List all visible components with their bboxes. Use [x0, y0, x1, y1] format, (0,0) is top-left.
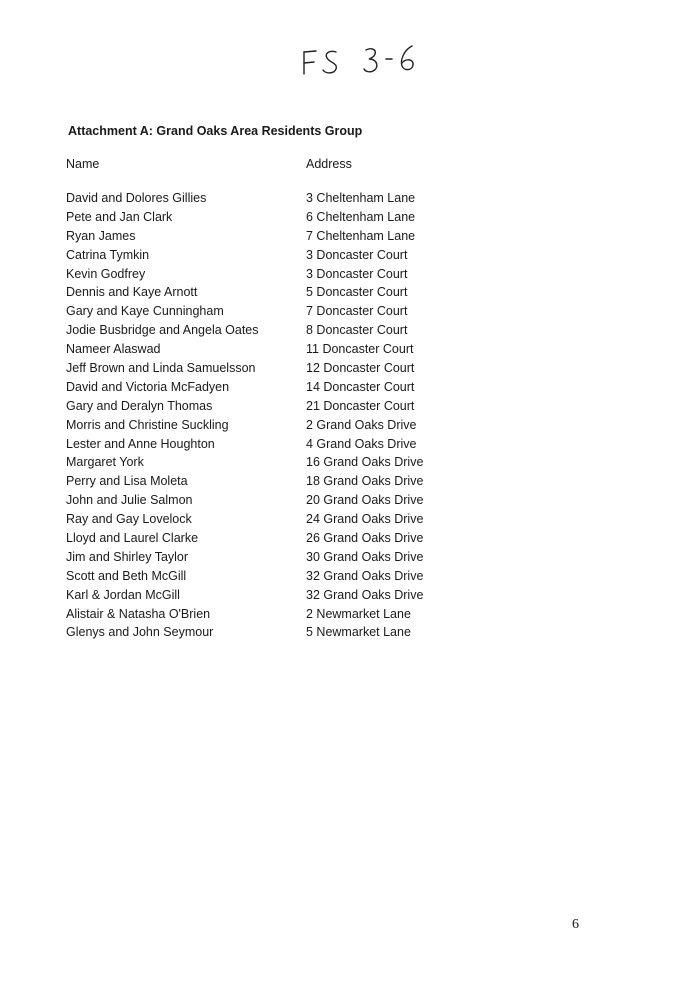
- resident-row: [66, 227, 486, 246]
- name-column-header: Name: [66, 157, 100, 171]
- resident-name: Jim and Shirley Taylor: [66, 549, 189, 564]
- resident-name: Gary and Kaye Cunningham: [66, 304, 224, 319]
- resident-row: [66, 605, 486, 624]
- resident-row: [66, 510, 486, 529]
- resident-name: Lester and Anne Houghton: [66, 436, 215, 451]
- resident-name: Pete and Jan Clark: [66, 209, 173, 224]
- resident-name: Alistair & Natasha O'Brien: [66, 606, 211, 621]
- handwritten-fs-3-6-mark: [296, 38, 426, 82]
- resident-name: Scott and Beth McGill: [66, 568, 187, 583]
- resident-address: 2 Newmarket Lane: [306, 606, 411, 621]
- resident-name: Kevin Godfrey: [66, 266, 146, 281]
- resident-row: [66, 189, 486, 208]
- resident-name: Catrina Tymkin: [66, 247, 150, 262]
- resident-row: [66, 472, 486, 491]
- resident-address: 6 Cheltenham Lane: [306, 209, 416, 224]
- resident-address: 4 Grand Oaks Drive: [306, 436, 417, 451]
- resident-row: [66, 302, 486, 321]
- resident-name: Margaret York: [66, 455, 144, 470]
- resident-address: 12 Doncaster Court: [306, 361, 415, 376]
- resident-address: 5 Doncaster Court: [306, 285, 408, 300]
- document-title: Attachment A: Grand Oaks Area Residents Group: [68, 124, 363, 138]
- resident-address: 7 Doncaster Court: [306, 304, 408, 319]
- resident-name: John and Julie Salmon: [66, 493, 193, 508]
- resident-name: Gary and Deralyn Thomas: [66, 398, 213, 413]
- resident-name: Jeff Brown and Linda Samuelsson: [66, 361, 256, 376]
- resident-name: Karl & Jordan McGill: [66, 587, 180, 602]
- resident-row: [66, 623, 486, 642]
- residents-list: [66, 189, 486, 642]
- resident-row: [66, 246, 486, 265]
- resident-row: [66, 435, 486, 454]
- page-number: 6: [572, 917, 579, 932]
- resident-address: 3 Cheltenham Lane: [306, 191, 416, 205]
- resident-name: David and Victoria McFadyen: [66, 379, 230, 394]
- resident-address: 26 Grand Oaks Drive: [306, 531, 424, 546]
- resident-row: [66, 491, 486, 510]
- resident-address: 20 Grand Oaks Drive: [306, 493, 424, 508]
- resident-address: 5 Newmarket Lane: [306, 625, 411, 640]
- resident-address: 8 Doncaster Court: [306, 323, 408, 338]
- resident-row: [66, 567, 486, 586]
- resident-address: 30 Grand Oaks Drive: [306, 549, 424, 564]
- resident-row: [66, 378, 486, 397]
- resident-row: [66, 340, 486, 359]
- resident-row: [66, 283, 486, 302]
- resident-row: [66, 265, 486, 284]
- resident-name: Perry and Lisa Moleta: [66, 474, 188, 489]
- resident-name: Dennis and Kaye Arnott: [66, 285, 198, 300]
- resident-address: 24 Grand Oaks Drive: [306, 512, 424, 527]
- resident-name: Ray and Gay Lovelock: [66, 512, 192, 527]
- resident-row: [66, 548, 486, 567]
- resident-row: [66, 453, 486, 472]
- resident-name: David and Dolores Gillies: [66, 191, 207, 205]
- resident-name: Nameer Alaswad: [66, 342, 161, 357]
- resident-address: 32 Grand Oaks Drive: [306, 587, 424, 602]
- resident-row: [66, 359, 486, 378]
- resident-row: [66, 416, 486, 435]
- handwritten-annotation: [296, 38, 426, 82]
- resident-name: Morris and Christine Suckling: [66, 417, 229, 432]
- resident-row: [66, 208, 486, 227]
- resident-address: 14 Doncaster Court: [306, 379, 415, 394]
- resident-row: [66, 529, 486, 548]
- resident-row: [66, 586, 486, 605]
- resident-address: 21 Doncaster Court: [306, 398, 415, 413]
- resident-row: [66, 321, 486, 340]
- resident-row: [66, 397, 486, 416]
- resident-address: 11 Doncaster Court: [306, 342, 414, 357]
- resident-address: 3 Doncaster Court: [306, 247, 408, 262]
- resident-name: Glenys and John Seymour: [66, 625, 214, 640]
- resident-name: Jodie Busbridge and Angela Oates: [66, 323, 259, 338]
- resident-address: 7 Cheltenham Lane: [306, 228, 416, 243]
- resident-address: 16 Grand Oaks Drive: [306, 455, 424, 470]
- resident-name: Lloyd and Laurel Clarke: [66, 531, 199, 546]
- address-column-header: Address: [306, 157, 352, 171]
- resident-name: Ryan James: [66, 228, 136, 243]
- resident-address: 18 Grand Oaks Drive: [306, 474, 424, 489]
- resident-address: 3 Doncaster Court: [306, 266, 408, 281]
- resident-address: 32 Grand Oaks Drive: [306, 568, 424, 583]
- resident-address: 2 Grand Oaks Drive: [306, 417, 417, 432]
